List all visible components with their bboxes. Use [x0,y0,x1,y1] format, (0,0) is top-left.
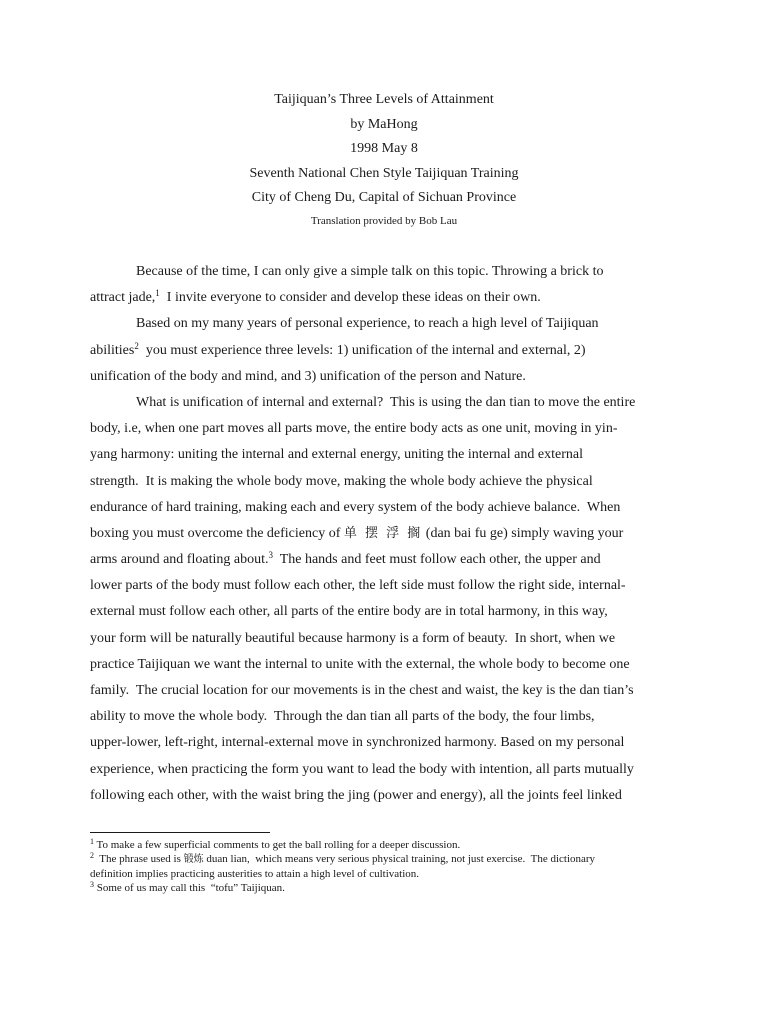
document-event: Seventh National Chen Style Taijiquan Training [249,165,519,181]
document-date: 1998 May 8 [350,141,418,156]
translation-credit: Translation provided by Bob Lau [310,214,458,227]
chinese-term: 锻炼 [183,854,204,866]
body-line: your form will be naturally beautiful because harmony is a form of beauty. In short, when we [90,630,616,646]
body-line: Based on my many years of personal experience, to reach a high level of Taijiquan [136,316,599,332]
footnote-mark: 1 [90,837,94,846]
footnote-separator [90,832,270,833]
footnote-ref-3[interactable]: 3 [268,550,273,561]
footnote-text: To make a few superficial comments to get the ball rolling for a deeper discussion. [94,839,461,851]
document-author: by MaHong [350,116,418,132]
footnote-mark: 2 [90,851,94,861]
body-line: practice Taijiquan we want the internal to unite with the external, the whole body to become one [90,656,630,672]
body-line: external must follow each other, all parts of the entire body are in total harmony, in this way, [90,604,608,620]
body-line [90,285,686,311]
body-text-segment: boxing you must overcome the deficiency of [90,525,344,541]
footnote-1 [90,838,690,852]
body-text-segment: arms around and floating about. [90,552,269,568]
body-line: What is unification of internal and external? This is using the dan tian to move the entire [136,394,636,410]
footnotes [90,838,690,895]
body-line [90,338,686,364]
document-location: City of Cheng Du, Capital of Sichuan Province [251,190,517,205]
footnote-3 [90,881,690,895]
body-line: Because of the time, I can only give a simple talk on this topic. Throwing a brick to [136,264,604,279]
document-header [0,88,768,230]
footnote-2 [90,852,690,866]
body-line [90,547,686,573]
document-title: Taijiquan’s Three Levels of Attainment [274,92,494,107]
body-line: following each other, with the waist bring the jing (power and energy), all the joints feel linked [90,787,622,803]
body-line: yang harmony: uniting the internal and external energy, uniting the internal and external [90,447,583,463]
body-line: body, i.e, when one part moves all parts move, the entire body acts as one unit, moving in yin- [90,421,618,437]
body-text-segment: I invite everyone to consider and develop these ideas on their own. [159,290,541,306]
footnote-text: The phrase used is [94,853,184,866]
body-line: family. The crucial location for our movements is in the chest and waist, the key is the dan tian’s [90,683,634,698]
body-text [90,259,686,809]
footnote-2-continued: definition implies practicing austerities to attain a high level of cultivation. [90,867,419,880]
footnote-ref-2[interactable]: 2 [134,340,139,351]
body-text-segment: you must experience three levels: 1) unification of the internal and external, 2) [138,342,586,358]
body-line: experience, when practicing the form you want to lead the body with intention, all parts mutually [90,761,634,777]
body-text-segment: (dan bai fu ge) simply waving your [422,525,624,541]
body-line: lower parts of the body must follow each other, the left side must follow the right side, internal- [90,578,626,594]
body-text-segment: The hands and feet must follow each other, the upper and [272,552,601,568]
body-line: unification of the body and mind, and 3) unification of the person and Nature. [90,368,526,384]
body-line: endurance of hard training, making each and every system of the body achieve balance. When [90,499,621,515]
body-line: ability to move the whole body. Through the dan tian all parts of the body, the four limbs, [90,709,595,725]
body-text-segment: attract jade, [90,290,156,306]
body-text-segment: abilities [90,342,135,358]
body-line: strength. It is making the whole body move, making the whole body achieve the physical [90,473,593,489]
footnote-text: Some of us may call this “tofu” Taijiquan. [94,881,285,894]
chinese-term: 单 摆 浮 搁 [343,525,423,541]
body-line [90,521,686,547]
footnote-ref-1[interactable]: 1 [155,288,160,299]
footnote-text: duan lian, which means very serious physical training, not just exercise. The dictionary [203,853,596,866]
footnote-mark: 3 [90,879,94,889]
body-line: upper-lower, left-right, internal-external move in synchronized harmony. Based on my personal [90,735,625,751]
